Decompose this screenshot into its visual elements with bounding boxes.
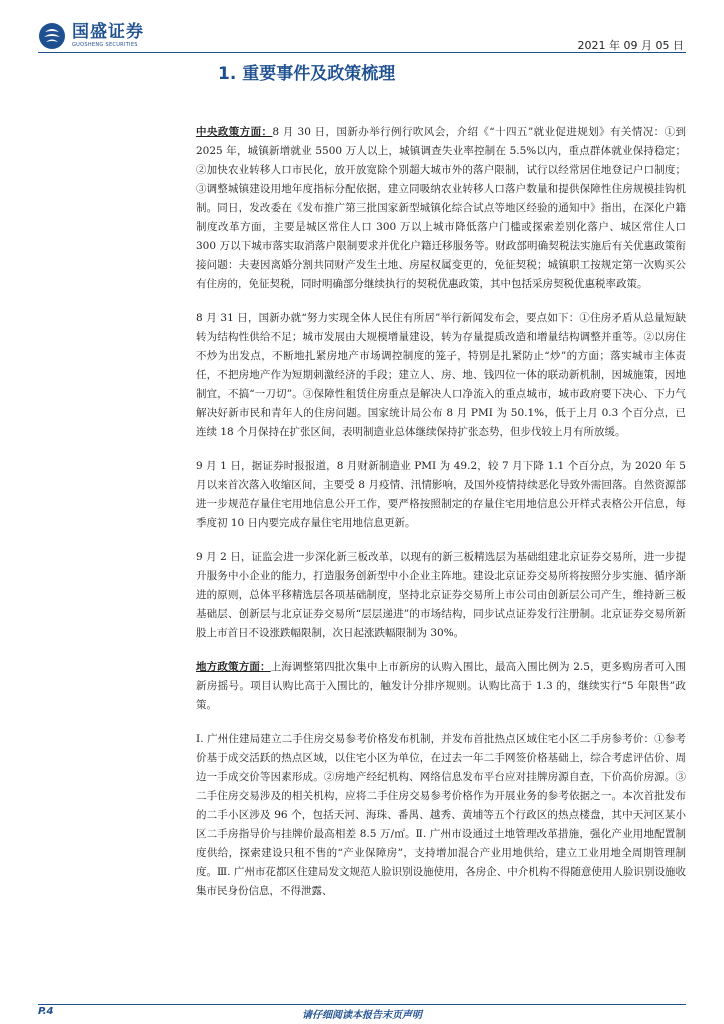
guosheng-logo-icon [38, 22, 66, 50]
paragraph-central-policy [196, 123, 686, 294]
paragraph-text: 上海调整第四批次集中上市新房的认购入围比，最高入围比例为 2.5，更多购房者可入围新房摇号。项目认购比高于入围比的，触发计分排序规则。认购比高于 1.3 的，继续实行“5 年限售”政策。 [196, 661, 687, 711]
header-divider [38, 52, 686, 53]
paragraph-lead: 地方政策方面： [196, 661, 271, 673]
paragraph-sep2 [196, 548, 686, 643]
paragraph-guangzhou [196, 730, 686, 901]
paragraph-lead: 中央政策方面： [196, 126, 273, 138]
logo-chinese-text: 国盛证券 [72, 22, 144, 42]
footer-divider [38, 1004, 686, 1005]
logo-english-text: GUOSHENG SECURITIES [72, 42, 138, 48]
paragraph-text: 8 月 31 日，国新办就“努力实现全体人民住有所居”举行新闻发布会，要点如下：①住房矛盾从总量短缺转为结构性供给不足；城市发展由大规模增量建设，转为存量提质改造和增量结构调整并重等。②以房住不炒为出发点，不断地扎紧房地产市场调控制度的笼子，特别是扎紧防止“炒”的方面；落实城市主体责任，不把房地产作为短期刺激经济的手段；建立人、房、地、钱四位一体的联动新机制，因城施策，因地制宜，不搞“一刀切”。③保障性租赁住房重点是解决人口净流入的重点城市，城市政府要下决心、下力气解决好新市民和青年人的住房问题。国家统计局公布 8 月 PMI 为 50.1%，低于上月 0.3 个百分点，已连续 18 个月保持在扩张区间，表明制造业总体继续保持扩张态势，但步伐较上月有所放缓。 [196, 312, 686, 438]
section-title: 1. 重要事件及政策梳理 [218, 64, 396, 84]
paragraph-sep1 [196, 457, 686, 533]
report-body [196, 123, 686, 916]
paragraph-text: Ⅰ. 广州住建局建立二手住房交易参考价格发布机制，并发布首批热点区域住宅小区二手房参考价：①参考价基于成交活跃的热点区域，以住宅小区为单位，在过去一年二手网签价格基础上，综合考虑评估价、周边一手成交价等因素形成。②房地产经纪机构、网络信息发布平台应对挂牌房源自查，下价高价房源。③二手住房交易涉及的相关机构，应将二手住房交易参考价格作为开展业务的参考依据之一。本次首批发布的二手小区涉及 96 个，包括天河、海珠、番禺、越秀、黄埔等五个行政区的热点楼盘，其中天河区某小区二手房指导价与挂牌价最高相差 8.5 万/㎡。Ⅱ. 广州市设通过土地管理改革措施，强化产业用地配置制度供给，探索建设只租不售的“产业保障房”，支持增加混合产业用地供给，建立工业用地全周期管理制度。Ⅲ. 广州市花都区住建局发文规范人脸识别设施使用，各房企、中介机构不得随意使用人脸识别设施收集市民身份信息，不得泄露、 [196, 733, 686, 897]
report-date: 2021 年 09 月 05 日 [577, 39, 684, 52]
footer-disclaimer: 请仔细阅读本报告末页声明 [302, 1010, 422, 1021]
paragraph-aug31 [196, 309, 686, 442]
paragraph-text: 9 月 1 日，据证券时报报道，8 月财新制造业 PMI 为 49.2，较 7 月下降 1.1 个百分点，为 2020 年 5 月以来首次落入收缩区间，主要受 8 月疫情、汛情影响，及国外疫情持续恶化导致外需回落。自然资源部进一步规范存量住宅用地信息公开工作，要严格按照制定的存量住宅用地信息公开样式表格公开信息，每季度初 10 日内要完成存量住宅用地信息更新。 [196, 460, 686, 529]
paragraph-text: 9 月 2 日，证监会进一步深化新三板改革，以现有的新三板精选层为基础组建北京证券交易所，进一步提升服务中小企业的能力，打造服务创新型中小企业主阵地。建设北京证券交易所将按照分步实施、循序渐进的原则，总体平移精选层各项基础制度，坚持北京证券交易所上市公司由创新层公司产生，维持新三板基础层、创新层与北京证券交易所“层层递进”的市场结构，同步试点证券发行注册制。北京证券交易所新股上市首日不设涨跌幅限制，次日起涨跌幅限制为 30%。 [196, 551, 686, 639]
company-logo [38, 22, 144, 50]
paragraph-text: 8 月 30 日，国新办举行例行吹风会，介绍《“十四五”就业促进规划》有关情况：①到 2025 年，城镇新增就业 5500 万人以上，城镇调查失业率控制在 5.5%以内，重点群体就业保持稳定；②加快农业转移人口市民化，放开放宽除个别超大城市外的落户限制，试行以经常居住地登记户口制度；③调整城镇建设用地年度指标分配依据，建立同吸纳农业转移人口落户数量和提供保障性住房规模挂钩机制。同日，发改委在《发布推广第三批国家新型城镇化综合试点等地区经验的通知中》指出，在深化户籍制度改革方面，主要是城区常住人口 300 万以上城市降低落户门槛或探索差别化落户、城区常住人口 300 万以下城市落实取消落户限制要求并优化户籍迁移服务等。财政部明确契税法实施后有关优惠政策衔接问题：夫妻因离婚分割共同财产发生土地、房屋权属变更的，免征契税；城镇职工按规定第一次购买公有住房的，免征契税，同时明确部分继续执行的契税优惠政策，其中包括采房契税优惠税率政策。 [196, 126, 687, 290]
page-number: P.4 [38, 1006, 54, 1017]
page-header [0, 0, 724, 56]
paragraph-local-policy [196, 658, 686, 715]
